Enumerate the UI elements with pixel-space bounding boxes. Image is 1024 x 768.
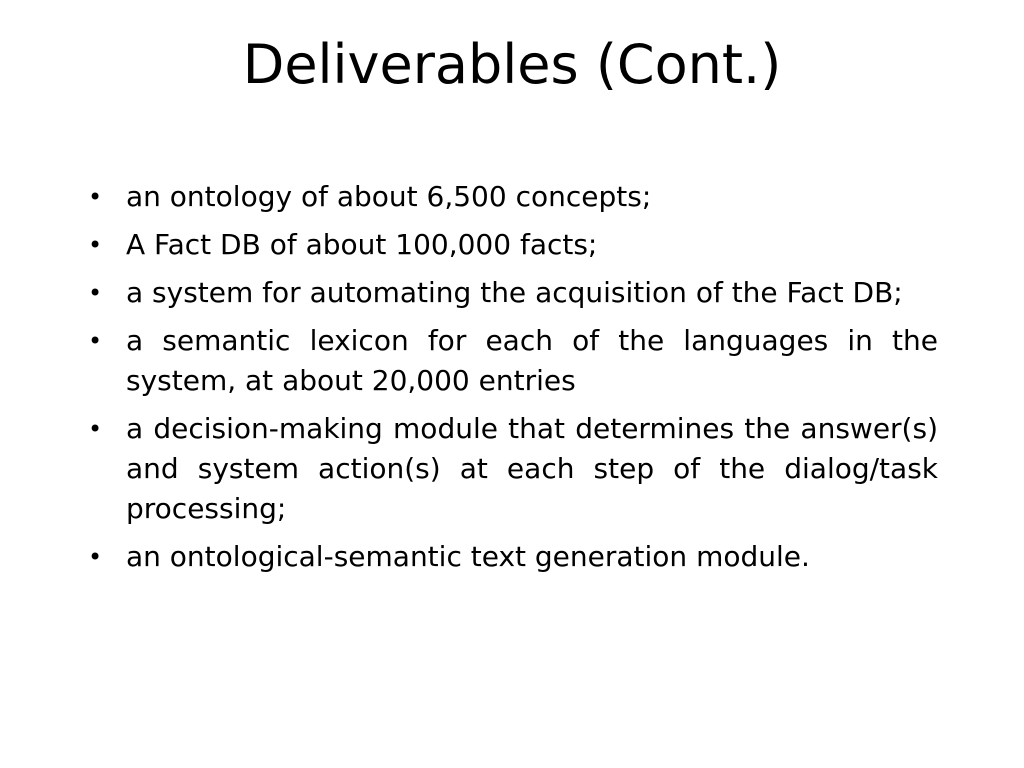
bullet-item: [88, 409, 938, 529]
bullet-item: [88, 537, 938, 577]
bullet-text: a decision-making module that determines the answer(s) and system action(s) at each step of the dialog/task processing;: [126, 412, 938, 525]
bullet-icon: •: [88, 231, 103, 259]
bullet-item: [88, 321, 938, 401]
bullet-item: [88, 273, 938, 313]
bullet-text: a semantic lexicon for each of the languages in the system, at about 20,000 entries: [126, 324, 938, 397]
bullet-text: an ontology of about 6,500 concepts;: [126, 180, 652, 213]
bullet-icon: •: [88, 327, 103, 355]
slide-title: Deliverables (Cont.): [242, 33, 782, 96]
bullet-item: [88, 225, 938, 265]
bullet-item: [88, 177, 938, 217]
bullet-icon: •: [88, 543, 103, 571]
bullet-text: an ontological-semantic text generation module.: [126, 540, 810, 573]
bullet-text: a system for automating the acquisition of the Fact DB;: [126, 276, 903, 309]
bullet-text: A Fact DB of about 100,000 facts;: [126, 228, 598, 261]
bullet-list: [88, 177, 938, 585]
bullet-icon: •: [88, 279, 103, 307]
bullet-icon: •: [88, 415, 103, 443]
bullet-icon: •: [88, 183, 103, 211]
